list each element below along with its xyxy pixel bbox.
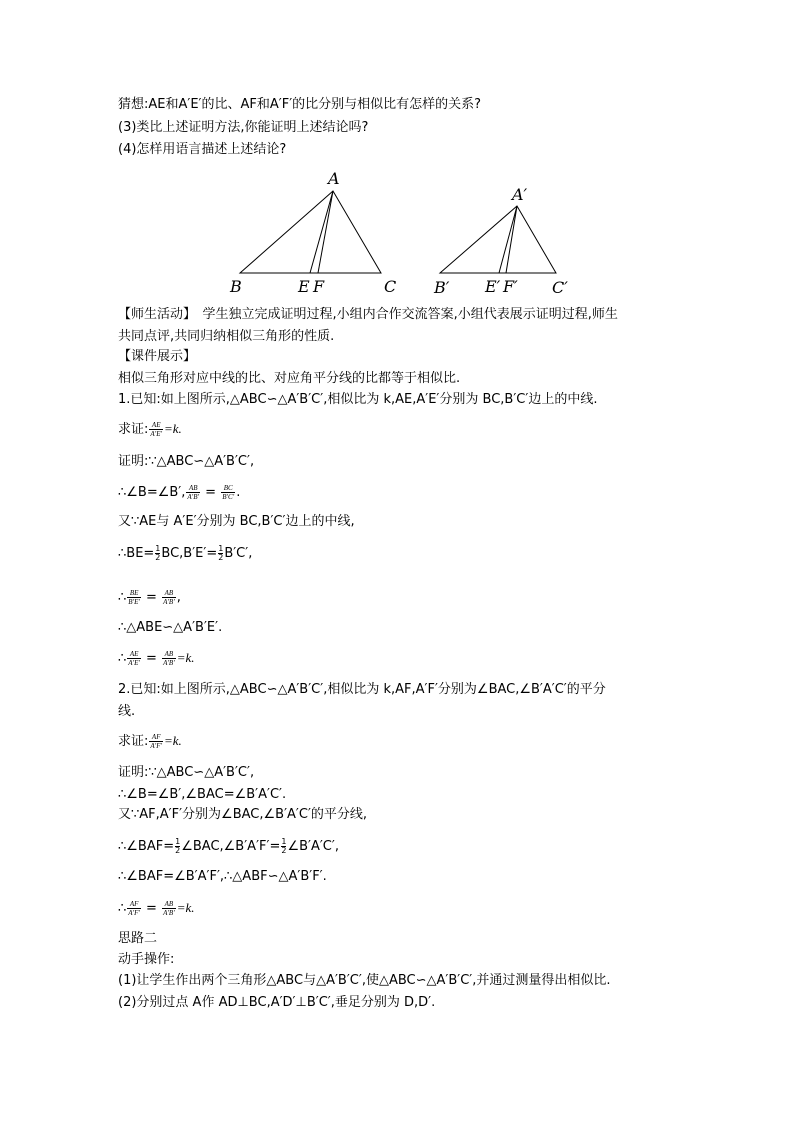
fraction: $\frac{AB}{A'B'}$ [187,484,200,501]
handson-step-1: (1)让学生作出两个三角形△ABC与△A′B′C′,使△ABC∽△A′B′C′,并通过测量得出相似比. [118,973,611,988]
label-a-prime: A′ [512,185,528,204]
p2-step-3: 又∵AF,A′F′分别为∠BAC,∠B′A′C′的平分线, [118,807,368,822]
fraction: $\frac{AB}{A'B'}$ [163,900,175,917]
p1-given: 1.已知:如上图所示,△ABC∽△A′B′C′,相似比为 k,AE,A′E′分别为 BC,B′C′边上的中线. [118,392,598,407]
bisector-af [318,191,333,273]
activity-line-1: 【师生活动】 学生独立完成证明过程,小组内合作交流答案,小组代表展示证明过程,师生 [118,307,618,322]
fraction: $\frac{AF}{A'F'}$ [150,733,163,750]
p2-given-line-1: 2.已知:如上图所示,△ABC∽△A′B′C′,相似比为 k,AF,A′F′分别为∠BAC,∠B′A′C′的平分 [118,682,606,697]
p2-step-5: ∴∠BAF=∠B′A′F′,∴△ABF∽△A′B′F′. [118,869,327,884]
idea-2-heading: 思路二 [118,931,158,946]
fraction: $\frac{BC}{B'C'}$ [222,484,235,501]
triangle-figure [0,0,793,310]
courseware-heading: 【课件展示】 [118,349,197,364]
p2-prove: 求证: $\frac{AF}{A'F'}$ =k. [118,733,182,750]
half-fraction: $\frac{1}{2}$ [218,544,224,562]
median-ae [310,191,333,273]
p2-step-4: ∴∠BAF= $\frac{1}{2}$ ∠BAC,∠B′A′F′= $\frac{1}{2}$ ∠B′A′C′, [118,837,339,855]
activity-line-2: 共同点评,共同归纳相似三角形的性质. [118,329,335,344]
p1-step-2: ∴∠B=∠B′, $\frac{AB}{A'B'}$ = $\frac{BC}{B'C'}$ . [118,484,241,501]
handson-heading: 动手操作: [118,952,175,967]
triangle-a-prime [440,206,556,273]
label-b: B [230,277,242,296]
p1-step-3: 又∵AE与 A′E′分别为 BC,B′C′边上的中线, [118,514,355,529]
fraction: $\frac{AF}{A'F'}$ [128,900,140,917]
fraction: $\frac{AE}{A'E'}$ [150,421,163,438]
label-a: A [328,169,340,188]
half-fraction: $\frac{1}{2}$ [155,544,161,562]
fraction: $\frac{AB}{A'B'}$ [163,650,175,667]
label-c-prime: C′ [552,278,568,297]
label-e-prime: E′ [485,277,501,296]
triangle-abc [240,191,381,273]
p1-step-6: ∴△ABE∽△A′B′E′. [118,620,223,635]
label-b-prime: B′ [434,278,450,297]
guess-text: 猜想:AE和A′E′的比、AF和A′F′的比分别与相似比有怎样的关系? [118,97,482,112]
p1-step-5: ∴ $\frac{BE}{B'E'}$ = $\frac{AB}{A'B'}$ , [118,589,181,606]
property-statement: 相似三角形对应中线的比、对应角平分线的比都等于相似比. [118,371,461,386]
p2-step-2: ∴∠B=∠B′,∠BAC=∠B′A′C′. [118,787,287,802]
fraction: $\frac{BE}{B'E'}$ [128,589,140,606]
handson-step-2: (2)分别过点 A作 AD⊥BC,A′D′⊥B′C′,垂足分别为 D,D′. [118,995,436,1010]
label-e: E [298,277,310,296]
fraction: $\frac{AB}{A'B'}$ [163,589,175,606]
p2-step-6: ∴ $\frac{AF}{A'F'}$ = $\frac{AB}{A'B'}$ =k. [118,900,195,917]
p1-step-4: ∴BE= $\frac{1}{2}$ BC,B′E′= $\frac{1}{2}$ B′C′, [118,544,253,562]
half-fraction: $\frac{1}{2}$ [175,837,181,855]
label-f: F [313,277,325,296]
p2-step-1: 证明:∵△ABC∽△A′B′C′, [118,765,255,780]
question-3: (3)类比上述证明方法,你能证明上述结论吗? [118,120,369,135]
label-c: C [384,277,397,296]
label-f-prime: F′ [503,277,518,296]
fraction: $\frac{AE}{A'E'}$ [128,650,140,667]
p1-prove: 求证: $\frac{AE}{A'E'}$ =k. [118,421,182,438]
p2-given-line-2: 线. [118,704,136,719]
question-4: (4)怎样用语言描述上述结论? [118,142,287,157]
half-fraction: $\frac{1}{2}$ [281,837,287,855]
p1-step-1: 证明:∵△ABC∽△A′B′C′, [118,454,255,469]
p1-step-7: ∴ $\frac{AE}{A'E'}$ = $\frac{AB}{A'B'}$ =k. [118,650,195,667]
